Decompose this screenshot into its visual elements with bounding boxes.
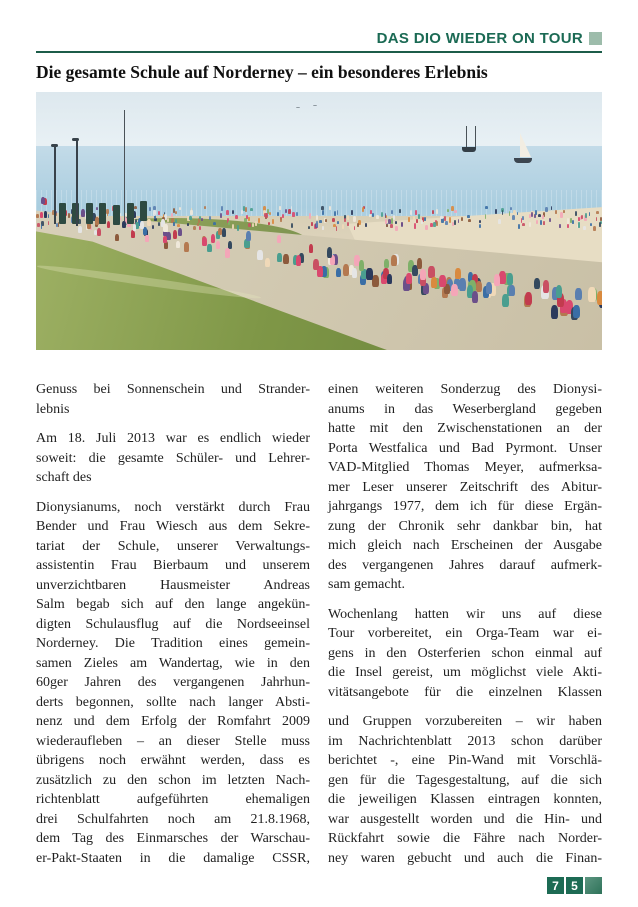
footer-marker-square-icon — [585, 877, 602, 894]
text-line: die jeweiligen Klassen eintragen konnten, — [328, 792, 602, 807]
piling-icon — [86, 203, 93, 224]
text-line: Salm begab sich auf den lange angekün- — [36, 597, 310, 612]
paragraph — [36, 498, 310, 869]
text-line: Porta Westfalica und Bad Pyrmont. Unser — [328, 440, 602, 456]
lamppost-icon — [76, 141, 78, 226]
text-line: vitätsangebote für die einzelnen Klassen — [328, 684, 602, 700]
page-number-first: 7 — [547, 877, 564, 894]
piling-icon — [127, 203, 134, 224]
text-line: derts begonnen, sollte nach langer Absti- — [36, 694, 310, 710]
text-line: lebnis — [36, 401, 70, 417]
text-line: schaft des — [36, 470, 92, 485]
text-line: mich gleich nach Erscheinen der Ausgabe — [328, 538, 602, 553]
text-line: wiederaufleben – an dieser Stelle muss — [36, 733, 310, 749]
text-line: gen für die Tagesgestaltung, auf die sich — [328, 772, 602, 788]
text-line: dem Tag des Einmarsches der Warschau- — [36, 831, 310, 846]
lamppost-icon — [54, 146, 56, 223]
piling-icon — [99, 203, 106, 224]
text-line: die Insel gereist, um möglichst viele Akti- — [328, 665, 602, 680]
text-line: Wochenlang hatten wir uns auf diese — [328, 606, 602, 622]
article-body — [36, 380, 602, 868]
text-line: samen Zieles am Wandertag, wie in den — [36, 655, 310, 671]
text-line: sam gemacht. — [328, 577, 405, 592]
text-line: zung der Chronik sehr dankbar bin, hat — [328, 518, 602, 534]
text-line: Bender und Frau Wiesch aus dem Sekre- — [36, 519, 310, 534]
section-marker-square-icon — [589, 32, 602, 45]
left-column — [36, 380, 310, 868]
text-line: mer Leser unserer Zeitschrift des Abitur- — [328, 479, 602, 495]
paragraph — [328, 380, 602, 595]
text-line: er-Pakt-Staaten in die damalige CSSR, — [36, 850, 310, 866]
paragraph — [328, 605, 602, 703]
lamppost-head-icon — [51, 144, 58, 147]
text-line: drei Schulfahrten noch am 21.8.1968, — [36, 811, 310, 827]
text-line: Genuss bei Sonnenschein und Strander- — [36, 382, 310, 397]
text-line: richtenblatt aufgeführten ehemaligen — [36, 792, 310, 807]
text-line: unverzichtbaren Hausmeister Andreas — [36, 577, 310, 593]
text-line: im Nachrichtenblatt 2013 schon darüber — [328, 733, 602, 749]
text-line: ney waren gebucht und auch die Finan- — [328, 850, 602, 866]
text-line: jahrgangs 1977, dem ich für diese Ergän- — [328, 499, 602, 514]
boat-mast-icon — [466, 126, 467, 149]
photo-pilings — [36, 92, 602, 350]
section-title: DAS DIO WIEDER ON TOUR — [376, 30, 583, 47]
piling-icon — [140, 201, 147, 222]
text-line: VAD-Mitglied Thomas Meyer, aufmerksa- — [328, 460, 602, 475]
text-line: war ausgestellt worden und die Hin- und — [328, 811, 602, 827]
page-footer — [547, 877, 602, 894]
text-line: einen weiteren Sonderzug des Dionysi- — [328, 382, 602, 397]
text-line: Norderney. Die Tradition eines gemein- — [36, 636, 310, 651]
piling-icon — [113, 205, 120, 226]
paragraph — [328, 712, 602, 868]
text-line: 60ger Jahren des vergangenen Jahrhun- — [36, 675, 310, 690]
page-header — [36, 30, 602, 53]
text-line: des vergangenen Jahres darauf aufmerk- — [328, 557, 602, 573]
boat-hull-icon — [462, 147, 476, 152]
paragraph — [36, 380, 310, 419]
article-title: Die gesamte Schule auf Norderney – ein besonderes Erlebnis — [36, 62, 488, 82]
text-line: digten Schulausflug auf die Nordseeinsel — [36, 616, 310, 632]
text-line: Tour vorbereitet, ein Orga-Team war ei- — [328, 626, 602, 641]
bird-icon — [313, 105, 317, 106]
flagpole-icon — [124, 110, 125, 221]
text-line: hatte mit den Zwischenstationen an der — [328, 421, 602, 436]
piling-icon — [59, 203, 66, 224]
text-line: Dionysianums, noch verstärkt durch Frau — [36, 499, 310, 515]
paragraph — [36, 429, 310, 488]
page-number-second: 5 — [566, 877, 583, 894]
text-line: berichtet -, eine Pin-Wand mit Vorschlä- — [328, 753, 602, 768]
text-line: Am 18. Juli 2013 war es endlich wieder — [36, 431, 310, 446]
article-photo — [36, 92, 602, 350]
boat-mast-icon — [475, 126, 476, 149]
text-line: gens in den Osterferien schon einmal auf — [328, 645, 602, 661]
sailboat-hull-icon — [514, 158, 532, 163]
sailboat-sail-icon — [520, 133, 531, 157]
header-rule — [36, 51, 602, 53]
text-line: und Gruppen vorzubereiten – wir haben — [328, 714, 602, 729]
text-line: anums in das Weserbergland gegeben — [328, 401, 602, 417]
text-line: übrigens noch erwähnt werden, dass es — [36, 753, 310, 768]
text-line: zusätzlich zu den schon im letzten Nach- — [36, 772, 310, 788]
text-line: tariat der Schule, unserer Verwaltungs- — [36, 538, 310, 554]
right-column — [328, 380, 602, 868]
text-line: soweit: die gesamte Schüler- und Lehrer- — [36, 450, 310, 466]
text-line: assistentin Frau Bierbaum und unserem — [36, 558, 310, 573]
text-line: Rückfahrt sowie die Fähre nach Norder- — [328, 831, 602, 846]
text-line: nenz und dem Erfolg der Romfahrt 2009 — [36, 714, 310, 729]
